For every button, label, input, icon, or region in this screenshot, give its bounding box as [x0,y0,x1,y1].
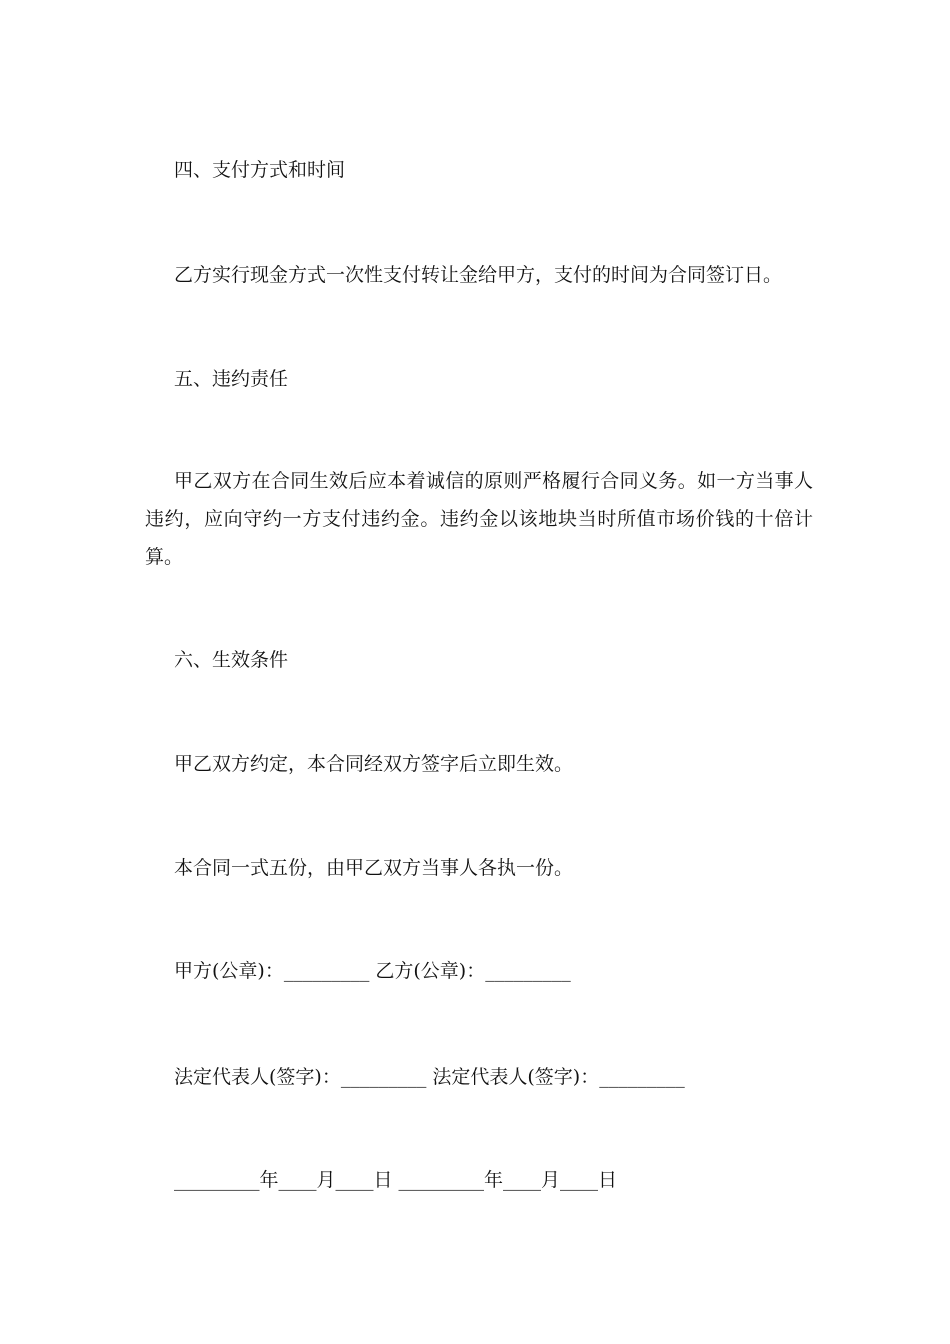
section-4-body: 乙方实行现金方式一次性支付转让金给甲方，支付的时间为合同签订日。 [174,264,783,286]
section-6-body-1: 甲乙双方约定，本合同经双方签字后立即生效。 [174,753,574,775]
representative-signature-line: 法定代表人(签字)：_________ 法定代表人(签字)：_________ [174,1066,685,1088]
section-5-body: 甲乙双方在合同生效后应本着诚信的原则严格履行合同义务。如一方当事人违约，应向守约一方支付违约金。违约金以该地块当时所值市场价钱的十倍计算。 [145,470,813,568]
section-4-heading: 四、支付方式和时间 [174,159,346,181]
date-signature-line: _________年____月____日 _________年____月____日 [174,1169,618,1191]
section-6-body-2: 本合同一式五份，由甲乙双方当事人各执一份。 [174,857,574,879]
seal-signature-line: 甲方(公章)：_________ 乙方(公章)：_________ [174,960,571,982]
section-5-heading: 五、违约责任 [174,368,289,390]
section-6-heading: 六、生效条件 [174,649,289,671]
